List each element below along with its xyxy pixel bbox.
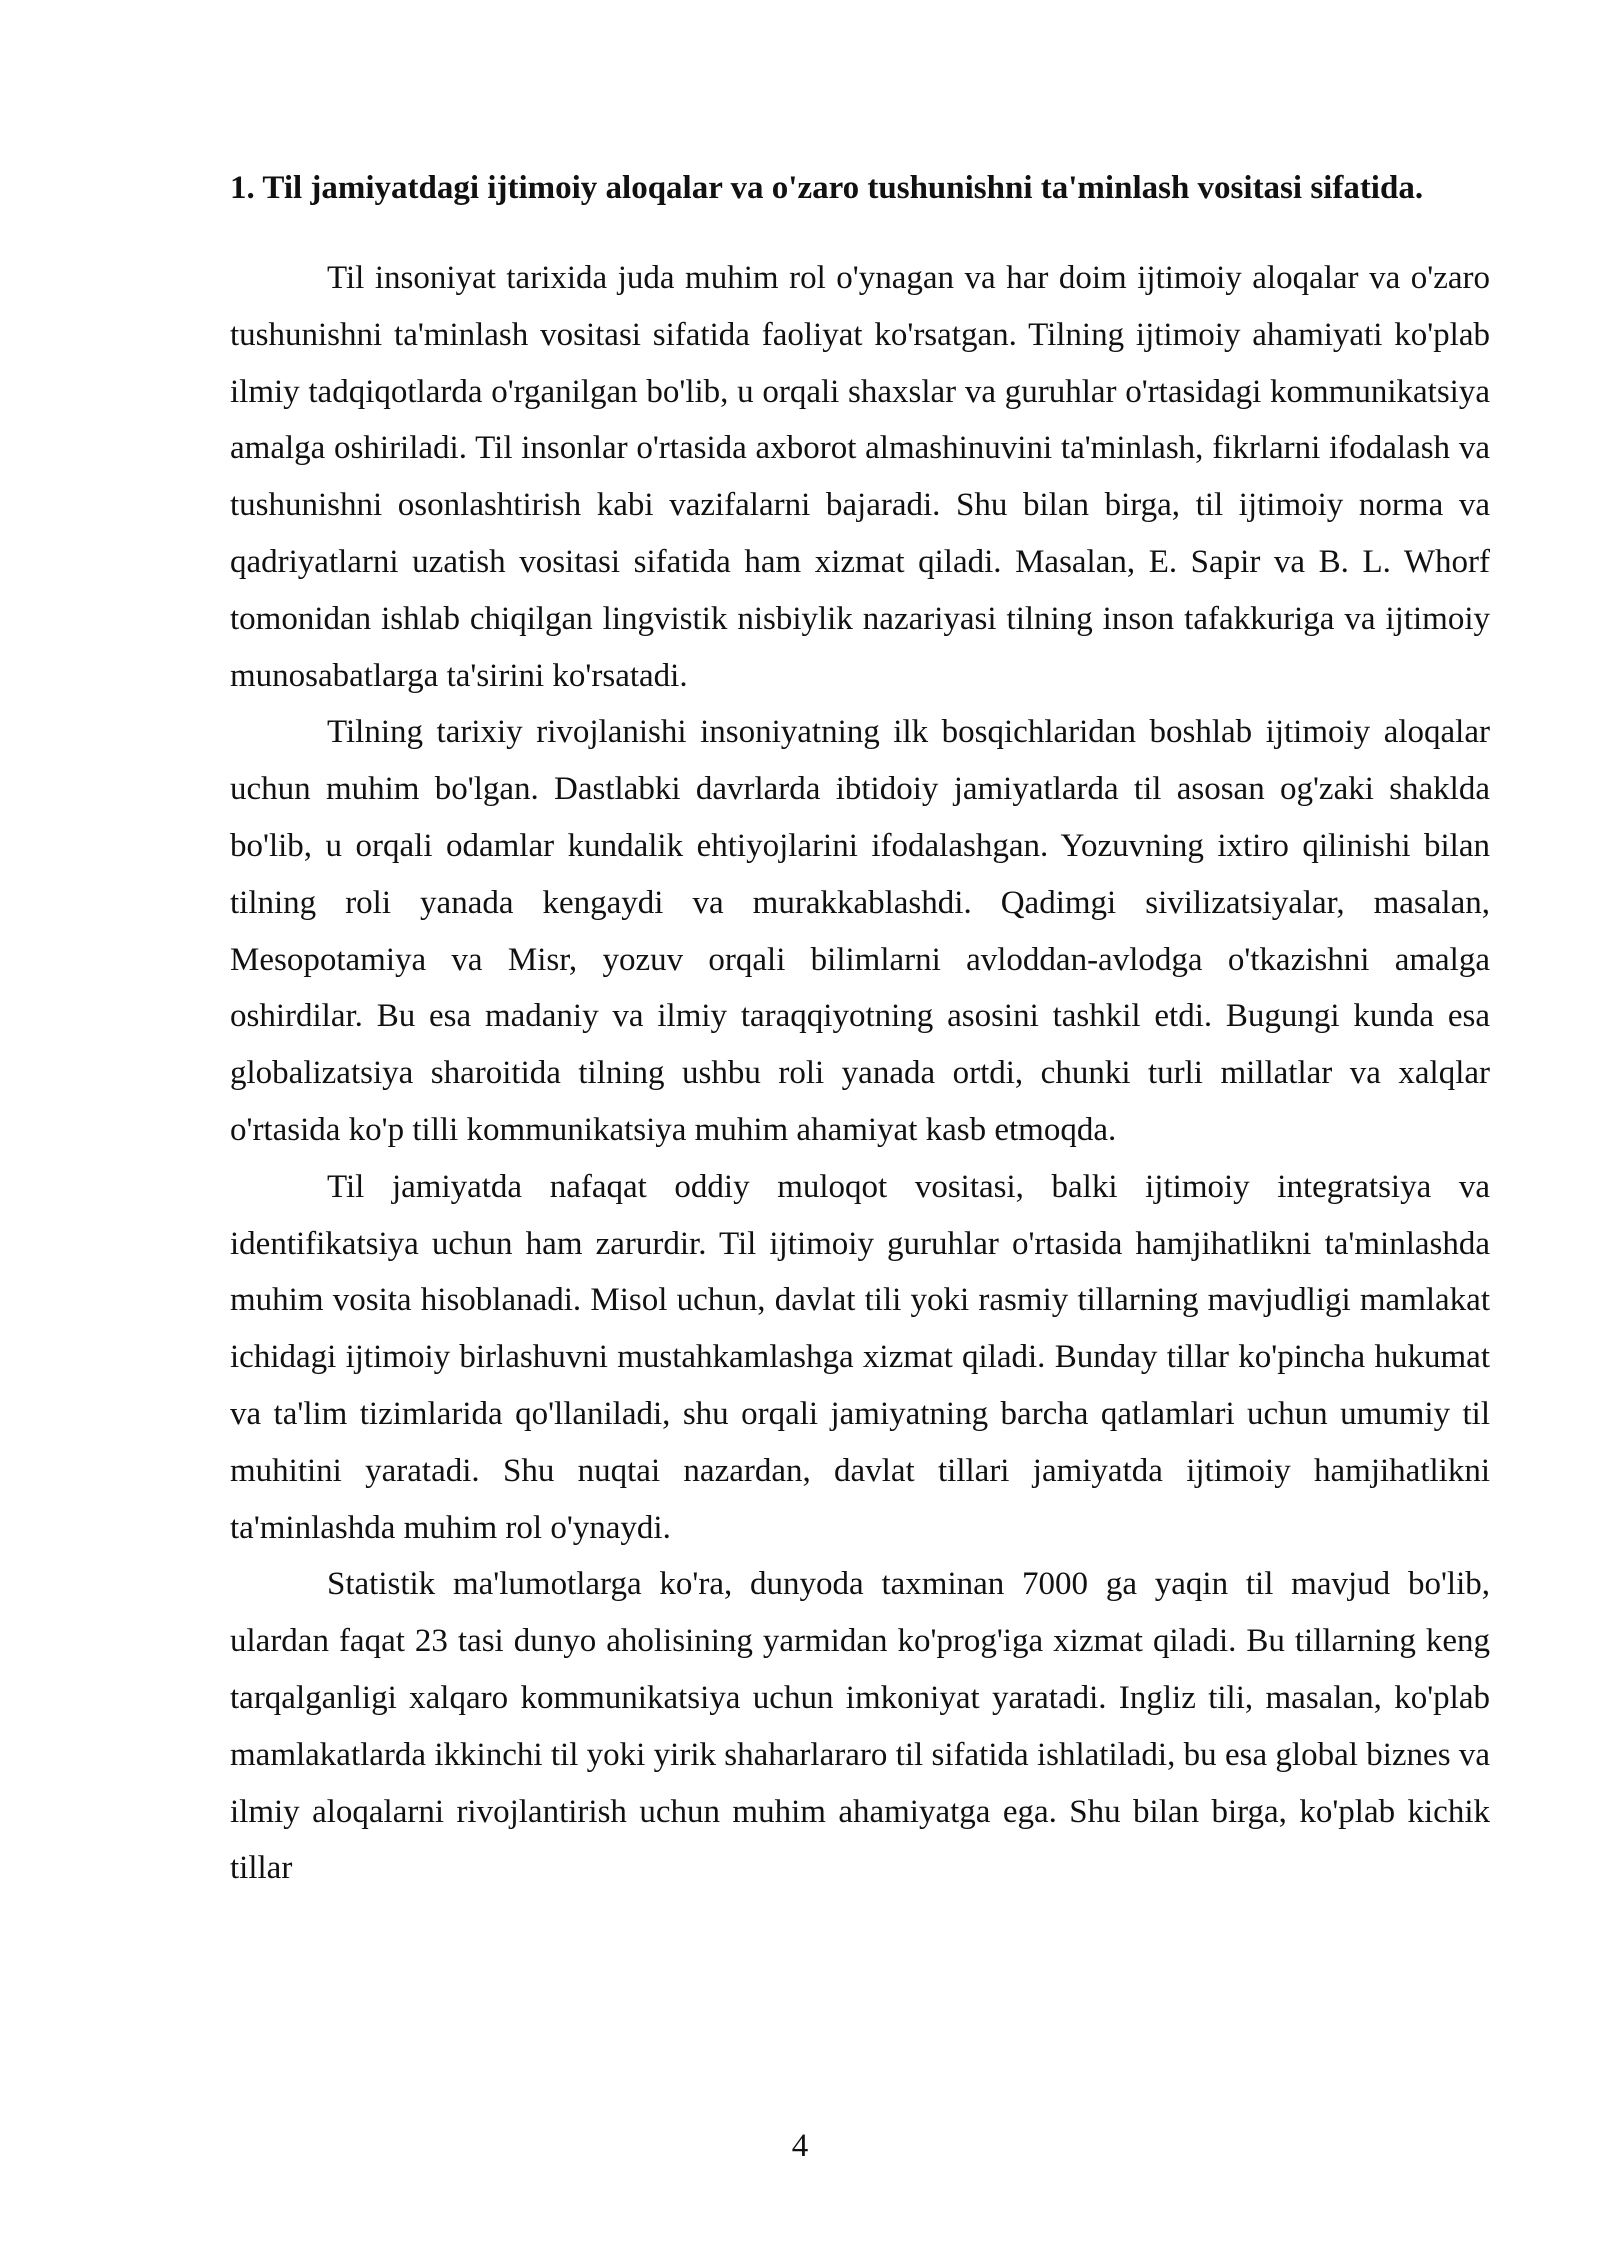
paragraph-3: Til jamiyatda nafaqat oddiy muloqot vositasi, balki ijtimoiy integratsiya va identifikatsiya uchun ham zarurdir. Til ijtimoiy guruhlar o'rtasida hamjihatlikni ta'minlashda muhim vosita hisoblanadi. Misol uchun, davlat tili yoki rasmiy tillarning mavjudligi mamlakat ichidagi ijtimoiy birlashuvni mustahkamlashga xizmat qiladi. Bunday tillar ko'pincha hukumat va ta'lim tizimlarida qo'llaniladi, shu orqali jamiyatning barcha qatlamlari uchun umumiy til muhitini yaratadi. Shu nuqtai nazardan, davlat tillari jamiyatda ijtimoiy hamjihatlikni ta'minlashda muhim rol o'ynaydi. <box>230 1168 1490 1546</box>
paragraph-1: Til insoniyat tarixida juda muhim rol o'ynagan va har doim ijtimoiy aloqalar va o'zaro tushunishni ta'minlash vositasi sifatida faoliyat ko'rsatgan. Tilning ijtimoiy ahamiyati ko'plab ilmiy tadqiqotlarda o'rganilgan bo'lib, u orqali shaxslar va guruhlar o'rtasidagi kommunikatsiya amalga oshiriladi. Til insonlar o'rtasida axborot almashinuvini ta'minlash, fikrlarni ifodalash va tushunishni osonlashtirish kabi vazifalarni bajaradi. Shu bilan birga, til ijtimoiy norma va qadriyatlarni uzatish vositasi sifatida ham xizmat qiladi. Masalan, E. Sapir va B. L. Whorf tomonidan ishlab chiqilgan lingvistik nisbiylik nazariyasi tilning inson tafakkuriga va ijtimoiy munosabatlarga ta'sirini ko'rsatadi. <box>230 260 1490 694</box>
page-content <box>230 160 1490 1897</box>
section-heading: 1. Til jamiyatdagi ijtimoiy aloqalar va o'zaro tushunishni ta'minlash vositasi sifatida. <box>230 170 1424 206</box>
body-text <box>230 250 1490 1897</box>
paragraph-2: Tilning tarixiy rivojlanishi insoniyatning ilk bosqichlaridan boshlab ijtimoiy aloqalar uchun muhim bo'lgan. Dastlabki davrlarda ibtidoiy jamiyatlarda til asosan og'zaki shaklda bo'lib, u orqali odamlar kundalik ehtiyojlarini ifodalashgan. Yozuvning ixtiro qilinishi bilan tilning roli yanada kengaydi va murakkablashdi. Qadimgi sivilizatsiyalar, masalan, Mesopotamiya va Misr, yozuv orqali bilimlarni avloddan-avlodga o'tkazishni amalga oshirdilar. Bu esa madaniy va ilmiy taraqqiyotning asosini tashkil etdi. Bugungi kunda esa globalizatsiya sharoitida tilning ushbu roli yanada ortdi, chunki turli millatlar va xalqlar o'rtasida ko'p tilli kommunikatsiya muhim ahamiyat kasb etmoqda. <box>230 714 1490 1148</box>
paragraph-4: Statistik ma'lumotlarga ko'ra, dunyoda taxminan 7000 ga yaqin til mavjud bo'lib, ulardan faqat 23 tasi dunyo aholisining yarmidan ko'prog'iga xizmat qiladi. Bu tillarning keng tarqalganligi xalqaro kommunikatsiya uchun imkoniyat yaratadi. Ingliz tili, masalan, ko'plab mamlakatlarda ikkinchi til yoki yirik shaharlararo til sifatida ishlatiladi, bu esa global biznes va ilmiy aloqalarni rivojlantirish uchun muhim ahamiyatga ega. Shu bilan birga, ko'plab kichik tillar <box>230 1566 1490 1887</box>
page-number: 4 <box>791 2128 809 2164</box>
